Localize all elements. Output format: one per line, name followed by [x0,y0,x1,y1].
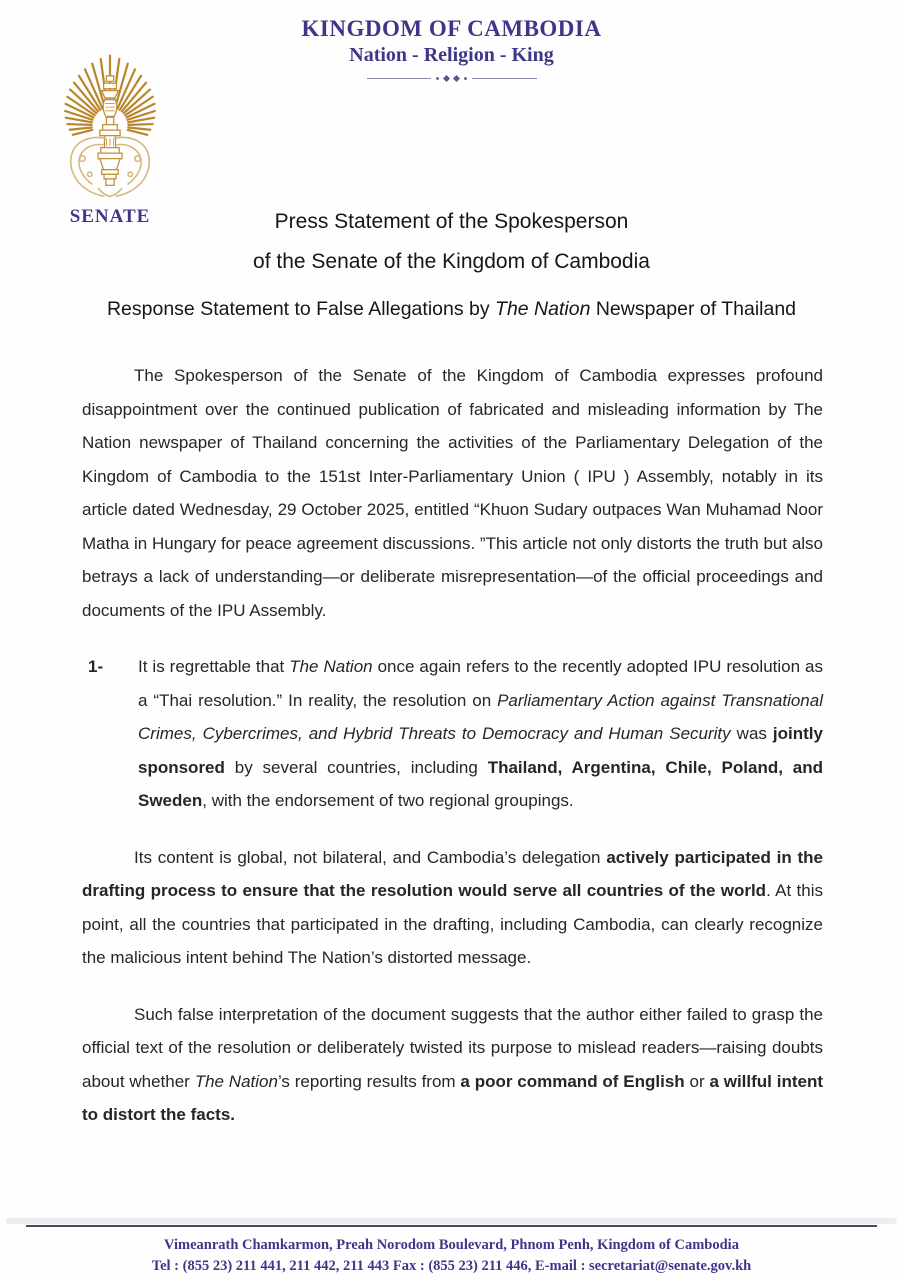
footer-scan-band [6,1218,897,1224]
list-item-1-marker: 1- [88,657,104,676]
document-title-line1: Press Statement of the Spokesperson [274,210,629,233]
list-item-1 [82,650,823,818]
list-item-1-text: It is regrettable that The Nation once again refers to the recently adopted IPU resolution as a “Thai resolution.” In reality, the resolution on Parliamentary Action against Transnational Crimes, Cybercrimes, and Hybrid Threats to Democracy and Human Security was jointly sponsored by several countries, including Thailand, Argentina, Chile, Poland, and Sweden, with the endorsement of two regional groupings. [138,657,824,810]
senate-crest [62,50,158,228]
divider-gem-left [443,74,450,81]
divider-gem-right [453,74,460,81]
footer-contact: Tel : (855 23) 211 441, 211 442, 211 443 Fax : (855 23) 211 446, E-mail : secretariat@senate.gov.kh [151,1258,752,1274]
paragraph-1: The Spokesperson of the Senate of the Kingdom of Cambodia expresses profound disappointment over the continued publication of fabricated and misleading information by The Nation newspaper of Thailand concerning the activities of the Parliamentary Delegation of the Kingdom of Cambodia to the 151st Inter-Parliamentary Union ( IPU ) Assembly, notably in its article dated Wednesday, 29 October 2025, entitled “Khuon Sudary outpaces Wan Muhamad Noor Matha in Hungary for peace agreement discussions. ”This article not only distorts the truth but also betrays a lack of understanding—or deliberate misrepresentation—of the official proceedings and documents of the IPU Assembly. [82,366,823,620]
divider-dot-right [464,77,467,80]
paragraph-4: Such false interpretation of the document suggests that the author either failed to grasp the official text of the resolution or deliberately twisted its purpose to mislead readers—raising doubts about whether The Nation’s reporting results from a poor command of English or a willful intent to distort the facts. [82,1004,823,1124]
senate-emblem-icon [64,50,156,202]
document-subtitle: Response Statement to False Allegations by The Nation Newspaper of Thailand [106,298,797,320]
kingdom-title: KINGDOM OF CAMBODIA [301,16,602,41]
statement-body [82,359,823,1132]
divider-line-left [367,78,432,79]
national-motto: Nation - Religion - King [349,44,554,66]
letterhead-footer [0,1218,903,1277]
divider-line-right [472,78,537,79]
footer-address: Vimeanrath Chamkarmon, Preah Norodom Boulevard, Phnom Penh, Kingdom of Cambodia [164,1237,739,1253]
paragraph-3: Its content is global, not bilateral, and Cambodia’s delegation actively participated in the drafting process to ensure that the resolution would serve all countries of the world. At this point, all the countries that participated in the drafting, including Cambodia, can clearly recognize the malicious intent behind The Nation’s distorted message. [82,847,824,967]
footer-rule [26,1225,877,1227]
document-title-line2: of the Senate of the Kingdom of Cambodia [253,250,650,273]
senate-label: SENATE [69,206,151,227]
divider-dot-left [436,77,439,80]
header-divider-ornament [367,74,537,82]
